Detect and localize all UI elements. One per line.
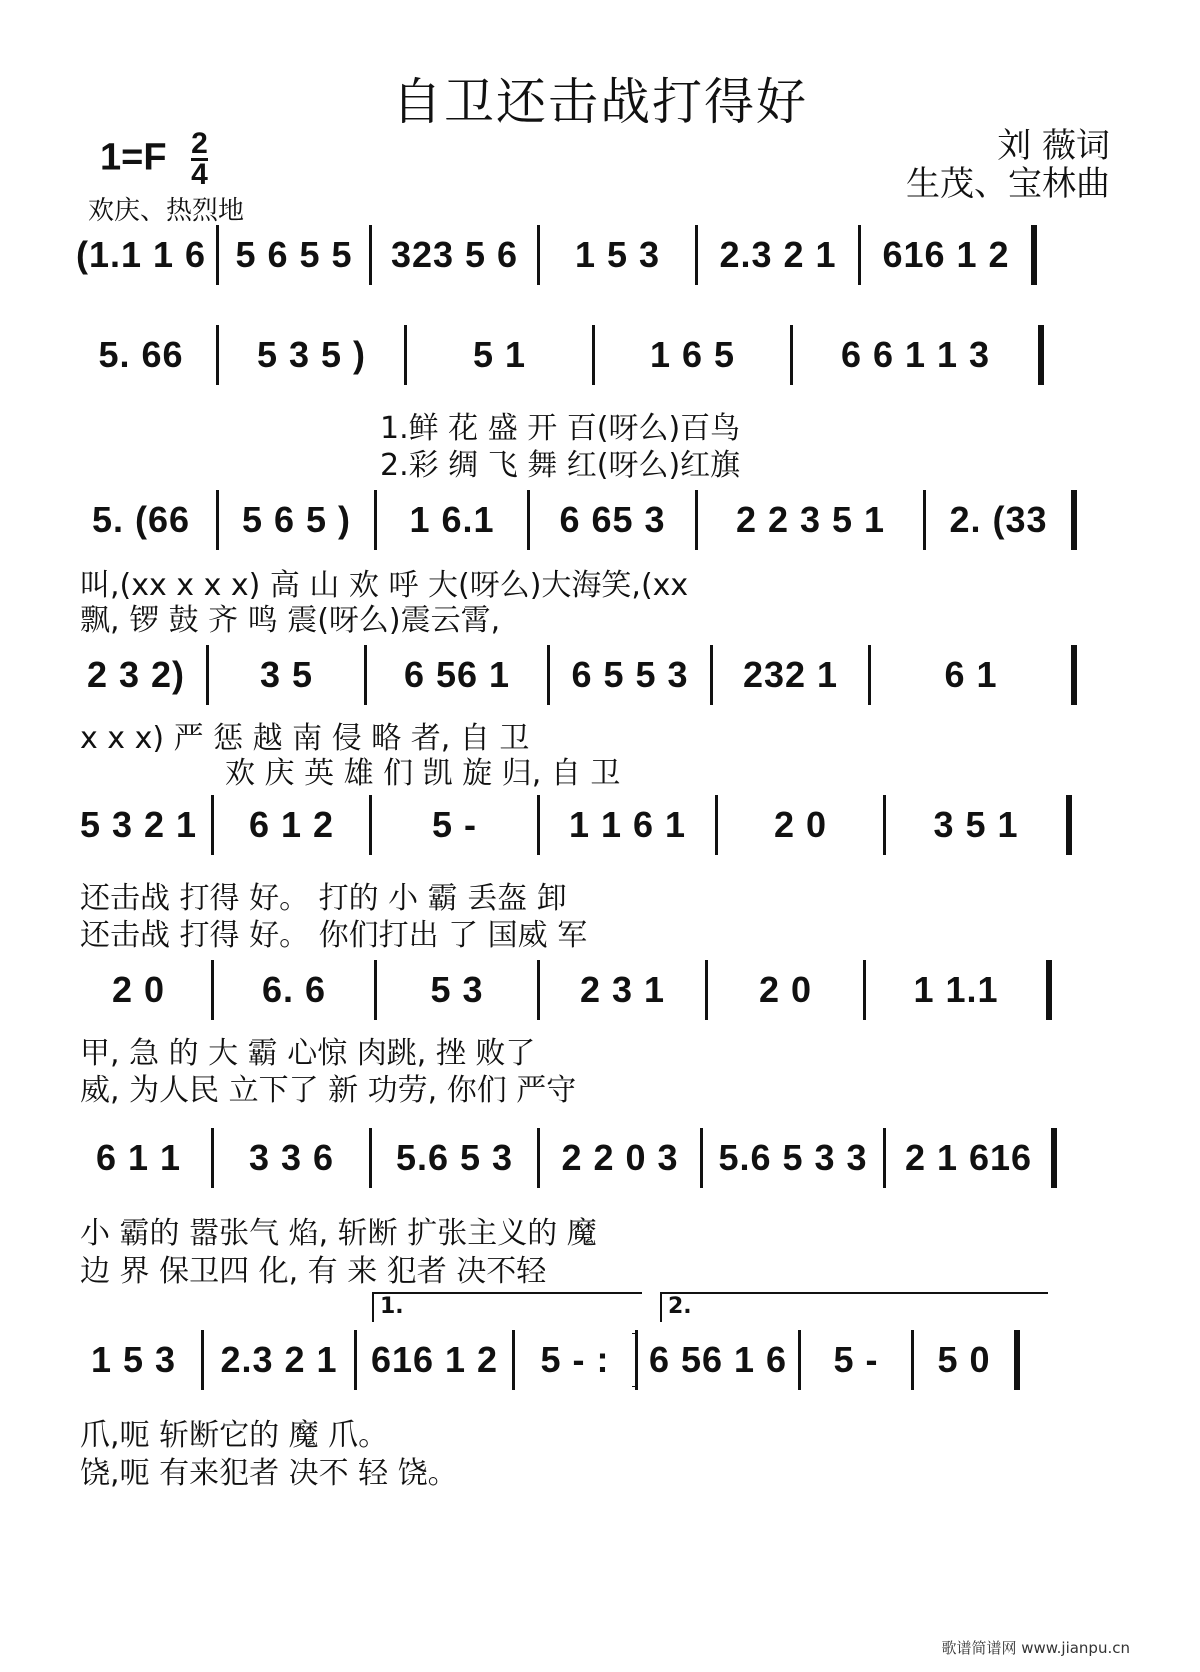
notes: 3 5 1	[933, 804, 1019, 845]
measure	[369, 1128, 537, 1188]
lyricist-credit: 刘 薇词	[997, 126, 1110, 166]
notes: 6 1	[944, 654, 998, 695]
time-bottom: 4	[191, 158, 208, 191]
measure	[216, 225, 369, 285]
lyric-verse-2: 威, 为人民 立下了 新 功劳, 你们 严守	[80, 1073, 577, 1108]
measure	[700, 1128, 883, 1188]
measure	[206, 645, 364, 705]
measure	[369, 795, 537, 855]
measure	[863, 960, 1052, 1020]
notes: 2.3 2 1	[719, 234, 837, 275]
measure	[537, 795, 715, 855]
measure	[858, 225, 1037, 285]
lyric-verse-2: 欢 庆 英 雄 们 凯 旋 归, 自 卫	[225, 756, 621, 791]
measure	[592, 325, 790, 385]
measure	[66, 225, 216, 285]
notes: 2. (33	[949, 499, 1048, 540]
measure	[868, 645, 1077, 705]
notes: 3 3 6	[248, 1137, 335, 1178]
lyric-verse-2: 飘, 锣 鼓 齐 鸣 震(呀么)震云霄,	[80, 603, 501, 638]
notes-row	[66, 960, 1130, 1020]
lyric-verse-1: 1.鲜 花 盛 开 百(呀么)百鸟	[380, 411, 741, 446]
lyric-verse-2: 边 界 保卫四 化, 有 来 犯者 决不轻	[80, 1254, 547, 1289]
notes: 2 2 3 5 1	[735, 499, 886, 540]
notes: 6 56 1	[403, 654, 511, 695]
measure	[537, 225, 695, 285]
time-top: 2	[191, 127, 208, 160]
notes: 2 3 2)	[86, 654, 186, 695]
notes: 5 6 5 5	[235, 234, 353, 275]
watermark-footer: 歌谱简谱网 www.jianpu.cn	[941, 1639, 1130, 1657]
notes-row	[66, 490, 1130, 550]
measure	[695, 225, 858, 285]
notes: 1 6.1	[409, 499, 495, 540]
notes-row	[66, 645, 1130, 705]
notes: 6 65 3	[559, 499, 666, 540]
composer-credit: 生茂、宝林曲	[906, 164, 1110, 204]
notes: 6 5 5 3	[571, 654, 689, 695]
notes: 2 1 616	[904, 1137, 1033, 1178]
measure	[883, 1128, 1057, 1188]
notes: 1 1.1	[913, 969, 999, 1010]
notes: 5. (66	[91, 499, 191, 540]
notes: 616 1 2	[882, 234, 1010, 275]
measure	[512, 1330, 635, 1390]
measure	[66, 1330, 201, 1390]
tempo-marking: 欢庆、热烈地	[88, 196, 245, 226]
notes: 2.3 2 1	[220, 1339, 338, 1380]
measure	[710, 645, 868, 705]
notes-row	[66, 795, 1130, 855]
notes: 6 1 2	[248, 804, 335, 845]
lyric-verse-1: 还击战 打得 好。 打的 小 霸 丢盔 卸	[80, 881, 567, 916]
measure	[883, 795, 1072, 855]
measure	[635, 1330, 798, 1390]
measure	[374, 960, 537, 1020]
notes: 1 5 3	[574, 234, 661, 275]
song-title: 自卫还击战打得好	[392, 73, 808, 131]
lyric-verse-2: 还击战 打得 好。 你们打出 了 国威 军	[80, 918, 588, 953]
notes: 6 56 1 6	[648, 1339, 788, 1380]
measure	[216, 325, 404, 385]
notes: 1 1 6 1	[568, 804, 687, 845]
measure	[911, 1330, 1020, 1390]
measure	[705, 960, 863, 1020]
lyric-verse-2: 2.彩 绸 飞 舞 红(呀么)红旗	[380, 448, 741, 483]
measure	[354, 1330, 512, 1390]
measure	[369, 225, 537, 285]
notes: 3 5	[259, 654, 314, 695]
notes: 6 6 1 1 3	[840, 334, 991, 375]
measure	[216, 490, 374, 550]
notes: 323 5 6	[390, 234, 519, 275]
notes: 1 5 3	[90, 1339, 177, 1380]
measure	[798, 1330, 911, 1390]
measure	[211, 795, 369, 855]
measure	[537, 960, 705, 1020]
lyric-verse-1: 叫,(xx x x x) 高 山 欢 呼 大(呀么)大海笑,(xx	[80, 568, 689, 603]
measure	[374, 490, 527, 550]
measure	[66, 645, 206, 705]
measure	[201, 1330, 354, 1390]
volta-first-ending: 1.	[372, 1292, 642, 1322]
notes-row	[66, 325, 1130, 385]
notes: 2 3 1	[579, 969, 666, 1010]
notes: (1.1 1 6	[75, 234, 207, 275]
measure	[547, 645, 710, 705]
measure	[66, 490, 216, 550]
notes-row	[66, 225, 1130, 285]
volta-second-ending: 2.	[660, 1292, 1048, 1322]
key-label: 1=F	[100, 136, 167, 179]
notes: 6 1 1	[95, 1137, 182, 1178]
measure	[695, 490, 923, 550]
measure	[715, 795, 883, 855]
notes: 2 0	[773, 804, 828, 845]
notes: 5 0	[937, 1339, 991, 1380]
notes: 5.6 5 3	[395, 1137, 514, 1178]
measure	[66, 795, 211, 855]
notes: 2 2 0 3	[561, 1137, 679, 1178]
lyric-verse-1: 甲, 急 的 大 霸 心惊 肉跳, 挫 败了	[80, 1036, 536, 1071]
lyric-verse-2: 饶,呃 有来犯者 决不 轻 饶。	[80, 1456, 458, 1491]
measure	[66, 960, 211, 1020]
measure	[211, 960, 374, 1020]
notes: 2 0	[111, 969, 166, 1010]
notes: 5 6 5 )	[241, 499, 352, 540]
measure	[537, 1128, 700, 1188]
measure	[211, 1128, 369, 1188]
notes: 232 1	[742, 654, 839, 695]
lyric-verse-1: 小 霸的 嚣张气 焰, 斩断 扩张主义的 魔	[80, 1216, 597, 1251]
notes: 2 0	[758, 969, 813, 1010]
notes: 5.6 5 3 3	[718, 1137, 868, 1178]
notes-row	[66, 1128, 1130, 1188]
key-signature	[100, 127, 208, 191]
measure	[923, 490, 1077, 550]
notes: 5 -	[833, 1339, 879, 1380]
measure	[790, 325, 1044, 385]
notes: 616 1 2	[370, 1339, 499, 1380]
time-signature	[191, 127, 208, 191]
notes: 1 6 5	[649, 334, 736, 375]
notes-row	[66, 1330, 1130, 1390]
lyric-verse-1: x x x) 严 惩 越 南 侵 略 者, 自 卫	[80, 721, 530, 756]
measure	[66, 325, 216, 385]
notes: 5 - :	[540, 1339, 610, 1380]
notes: 5 3 2 1	[79, 804, 198, 845]
measure	[66, 1128, 211, 1188]
notes: 5 -	[431, 804, 477, 845]
notes: 5 3	[430, 969, 484, 1010]
notes: 5. 66	[98, 334, 184, 375]
notes: 6. 6	[261, 969, 327, 1010]
measure	[404, 325, 592, 385]
lyric-verse-1: 爪,呃 斩断它的 魔 爪。	[80, 1418, 389, 1453]
measure	[527, 490, 695, 550]
measure	[364, 645, 547, 705]
notes: 5 1	[472, 334, 527, 375]
notes: 5 3 5 )	[256, 334, 367, 375]
